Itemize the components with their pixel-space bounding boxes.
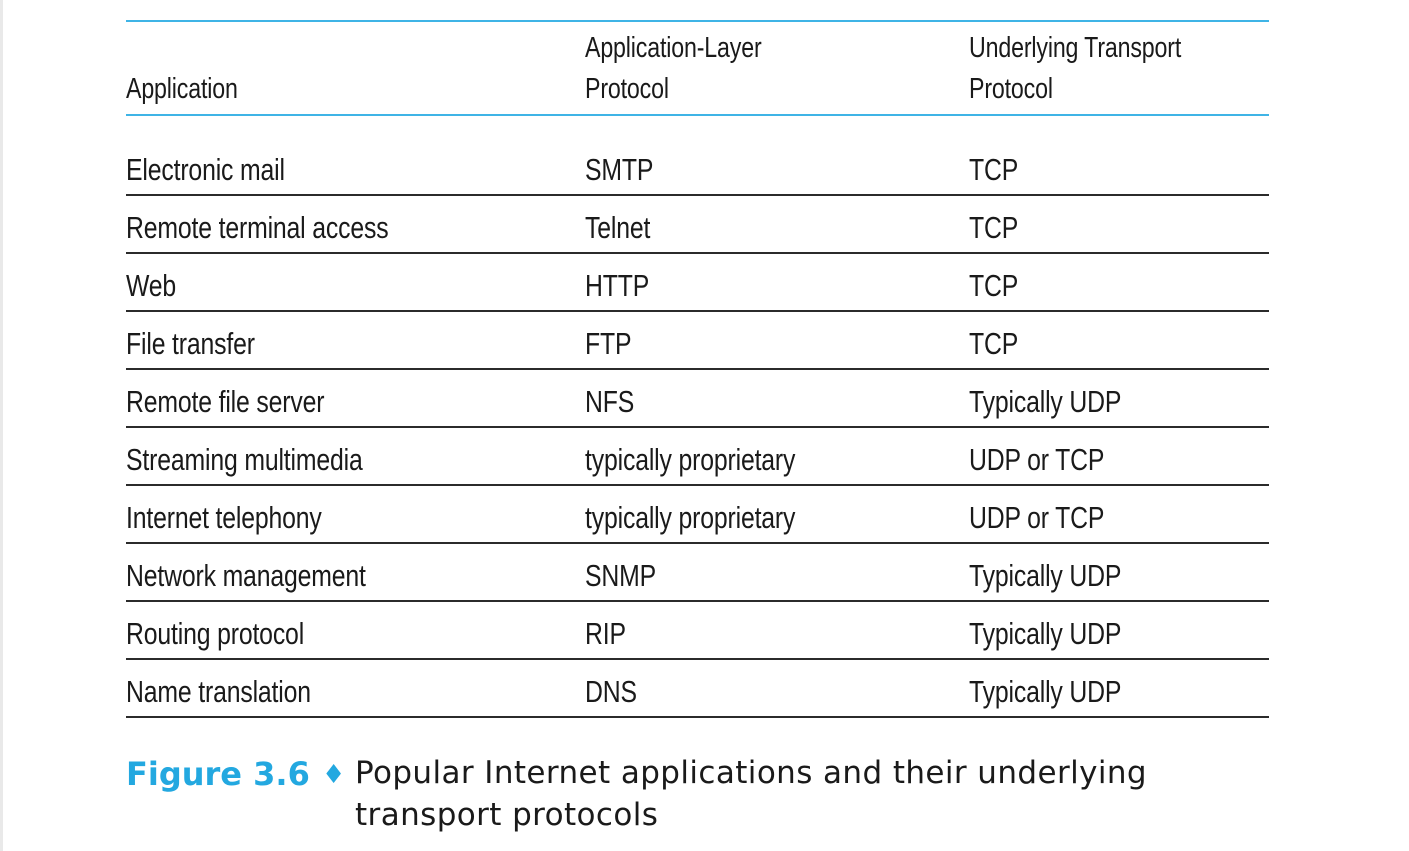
figure-caption-text: Popular Internet applications and their underlying transport protocols — [355, 755, 1147, 833]
cell-transport: TCP — [969, 210, 1019, 245]
cell-application: Electronic mail — [126, 152, 285, 187]
cell-protocol: typically proprietary — [585, 500, 796, 535]
cell-transport: Typically UDP — [969, 558, 1122, 593]
figure-label: Figure 3.6 — [126, 755, 310, 793]
cell-protocol: SMTP — [585, 152, 654, 187]
header-transport-line-1: Underlying Transport — [969, 32, 1182, 64]
header-protocol — [585, 28, 762, 110]
cell-application: Remote terminal access — [126, 210, 389, 245]
table-row — [126, 254, 1269, 312]
cell-application: Streaming multimedia — [126, 442, 363, 477]
cell-application: Internet telephony — [126, 500, 322, 535]
table-row — [126, 138, 1269, 196]
cell-application: Name translation — [126, 674, 311, 709]
page-edge — [0, 0, 3, 851]
cell-transport: TCP — [969, 268, 1019, 303]
diamond-icon: ♦ — [322, 760, 346, 790]
header-transport — [969, 28, 1181, 110]
table-row — [126, 544, 1269, 602]
cell-application: Network management — [126, 558, 366, 593]
cell-transport: Typically UDP — [969, 616, 1122, 651]
table-row — [126, 196, 1269, 254]
cell-protocol: NFS — [585, 384, 635, 419]
table-row — [126, 660, 1269, 718]
cell-protocol: FTP — [585, 326, 632, 361]
table-header-rule — [126, 114, 1269, 116]
header-transport-line-2: Protocol — [969, 73, 1053, 105]
cell-protocol: Telnet — [585, 210, 651, 245]
cell-transport: Typically UDP — [969, 674, 1122, 709]
cell-application: File transfer — [126, 326, 255, 361]
header-application — [126, 69, 238, 110]
cell-protocol: SNMP — [585, 558, 657, 593]
table-row — [126, 602, 1269, 660]
cell-transport: TCP — [969, 152, 1019, 187]
cell-protocol: DNS — [585, 674, 637, 709]
cell-protocol: typically proprietary — [585, 442, 796, 477]
cell-application: Routing protocol — [126, 616, 305, 651]
table-row — [126, 428, 1269, 486]
cell-transport: UDP or TCP — [969, 500, 1105, 535]
cell-transport: TCP — [969, 326, 1019, 361]
cell-application: Web — [126, 268, 177, 303]
cell-transport: UDP or TCP — [969, 442, 1105, 477]
table-row — [126, 370, 1269, 428]
table-body — [126, 138, 1269, 718]
cell-application: Remote file server — [126, 384, 325, 419]
table-row — [126, 486, 1269, 544]
table-top-rule — [126, 20, 1269, 22]
cell-protocol: RIP — [585, 616, 626, 651]
header-protocol-line-1: Application-Layer — [585, 32, 762, 64]
header-protocol-line-2: Protocol — [585, 73, 669, 105]
cell-protocol: HTTP — [585, 268, 650, 303]
header-application-line-1: Application — [126, 73, 238, 105]
cell-transport: Typically UDP — [969, 384, 1122, 419]
table-row — [126, 312, 1269, 370]
